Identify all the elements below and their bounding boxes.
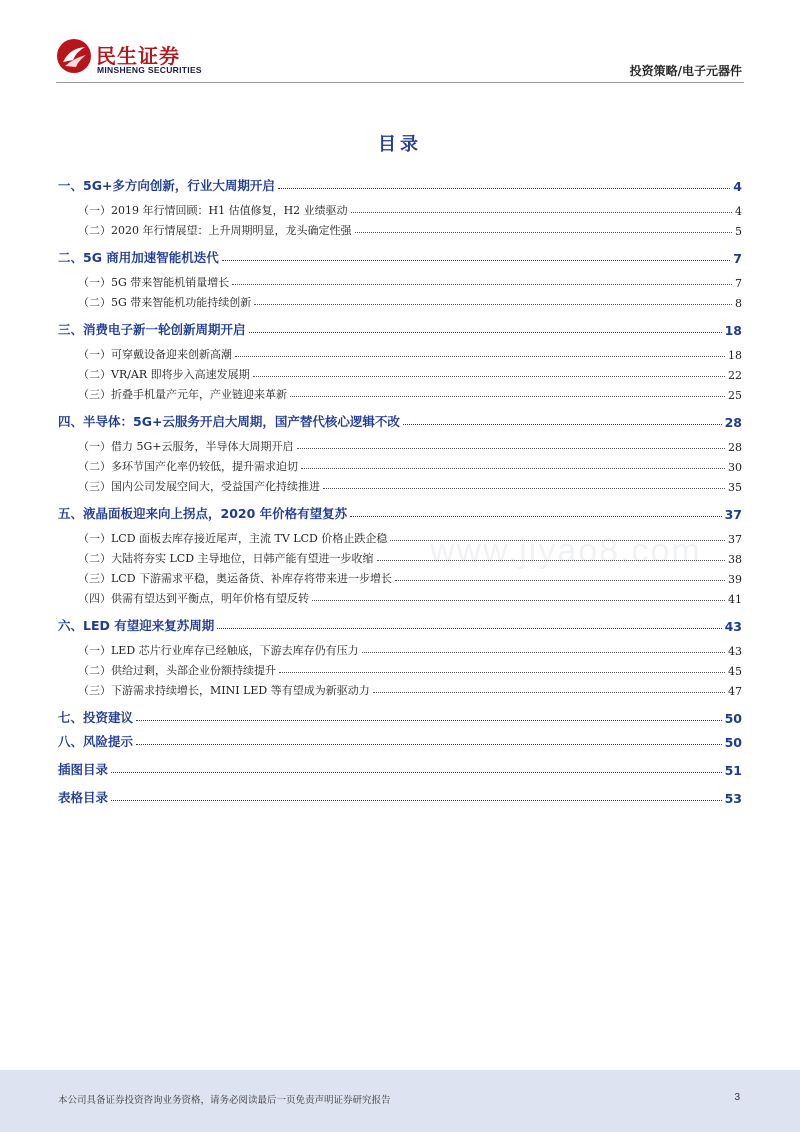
toc-section-entry[interactable] <box>58 474 742 494</box>
toc-entry-title: （一）借力 5G+云服务，半导体大周期开启 <box>78 440 294 453</box>
toc-page-number: 7 <box>733 251 742 266</box>
toc-entry-title: （一）2019 年行情回顾：H1 估值修复，H2 业绩驱动 <box>78 204 348 217</box>
toc-page-number: 53 <box>724 791 742 806</box>
toc-entry-title: （二）供给过剩，头部企业份额持续提升 <box>78 664 276 677</box>
toc-page-number: 5 <box>735 225 742 238</box>
toc-entry-title: 三、消费电子新一轮创新周期开启 <box>58 322 246 337</box>
toc-page-number: 8 <box>735 297 742 310</box>
toc-page-number: 39 <box>728 573 742 586</box>
toc-chapter-entry[interactable] <box>58 502 742 522</box>
toc-section-entry[interactable] <box>58 434 742 454</box>
toc-page-number: 28 <box>724 415 742 430</box>
toc-dot-leader <box>403 424 722 425</box>
toc-entry-title: （三）LCD 下游需求平稳，奥运备货、补库存将带来进一步增长 <box>78 572 393 585</box>
toc-entry-title: 七、投资建议 <box>58 710 134 725</box>
toc-dot-leader <box>232 284 732 285</box>
toc-dot-leader <box>351 212 732 213</box>
page-number: 3 <box>734 1092 740 1103</box>
toc-section-entry[interactable] <box>58 546 742 566</box>
disclaimer-note: 本公司具备证券投资咨询业务资格，请务必阅读最后一页免责声明证券研究报告 <box>58 1095 391 1106</box>
toc-section-entry[interactable] <box>58 218 742 238</box>
toc-chapter-entry[interactable] <box>58 614 742 634</box>
toc-entry-title: （三）折叠手机量产元年，产业链迎来革新 <box>78 388 287 401</box>
toc-entry-title: （一）5G 带来智能机销量增长 <box>78 276 230 289</box>
toc-entry-title: 五、液晶面板迎来向上拐点，2020 年价格有望复苏 <box>58 506 348 521</box>
toc-chapter-entry[interactable] <box>58 174 742 194</box>
toc-entry-title: （二）大陆将夯实 LCD 主导地位，日韩产能有望进一步收缩 <box>78 552 374 565</box>
toc-section-entry[interactable] <box>58 270 742 290</box>
toc-entry-title: 四、半导体：5G+云服务开启大周期，国产替代核心逻辑不改 <box>58 414 400 429</box>
toc-page-number: 30 <box>728 461 742 474</box>
toc-entry-title: （四）供需有望达到平衡点，明年价格有望反转 <box>78 592 309 605</box>
toc-entry-title: 插图目录 <box>58 762 109 777</box>
toc-dot-leader <box>235 356 725 357</box>
toc-dot-leader <box>373 692 725 693</box>
toc-chapter-entry[interactable] <box>58 410 742 430</box>
toc-page-number: 50 <box>724 711 742 726</box>
toc-dot-leader <box>350 516 721 517</box>
toc-section-entry[interactable] <box>58 198 742 218</box>
toc-dot-leader <box>323 488 725 489</box>
toc-page-number: 41 <box>728 593 742 606</box>
company-logo <box>56 38 216 82</box>
toc-entry-title: 一、5G+多方向创新，行业大周期开启 <box>58 178 275 193</box>
toc-entry-title: （二）VR/AR 即将步入高速发展期 <box>78 368 250 381</box>
toc-dot-leader <box>290 396 725 397</box>
toc-entry-title: （一）LCD 面板去库存接近尾声，主流 TV LCD 价格止跌企稳 <box>78 532 388 545</box>
toc-dot-leader <box>390 540 725 541</box>
toc-chapter-entry[interactable] <box>58 706 742 726</box>
toc-section-entry[interactable] <box>58 658 742 678</box>
toc-page-number: 38 <box>728 553 742 566</box>
toc-dot-leader <box>395 580 725 581</box>
toc-section-entry[interactable] <box>58 342 742 362</box>
toc-section-entry[interactable] <box>58 638 742 658</box>
toc-dot-leader <box>362 652 725 653</box>
logo-english-name: MINSHENG SECURITIES <box>97 65 202 75</box>
logo-chinese-name: 民生证券 <box>96 44 180 68</box>
toc-section-entry[interactable] <box>58 678 742 698</box>
toc-page-number: 47 <box>728 685 742 698</box>
toc-section-entry[interactable] <box>58 586 742 606</box>
toc-entry-title: 表格目录 <box>58 790 109 805</box>
toc-dot-leader <box>217 628 721 629</box>
toc-dot-leader <box>249 332 722 333</box>
toc-dot-leader <box>297 448 726 449</box>
toc-entry-title: （二）2020 年行情展望：上升周期明显，龙头确定性强 <box>78 224 352 237</box>
report-category: 投资策略/电子元器件 <box>629 64 742 78</box>
toc-entry-title: 六、LED 有望迎来复苏周期 <box>58 618 215 633</box>
toc-dot-leader <box>111 800 722 801</box>
page-header <box>0 0 800 84</box>
toc-chapter-entry[interactable] <box>58 246 742 266</box>
toc-chapter-entry[interactable] <box>58 758 742 778</box>
toc-page-number: 43 <box>728 645 742 658</box>
toc-page-number: 28 <box>728 441 742 454</box>
toc-page-number: 35 <box>728 481 742 494</box>
toc-dot-leader <box>136 744 722 745</box>
toc-page-number: 43 <box>724 619 742 634</box>
toc-chapter-entry[interactable] <box>58 318 742 338</box>
toc-section-entry[interactable] <box>58 566 742 586</box>
toc-dot-leader <box>355 232 733 233</box>
toc-dot-leader <box>111 772 722 773</box>
page-footer <box>0 1070 800 1132</box>
toc-section-entry[interactable] <box>58 526 742 546</box>
toc-entry-title: （三）下游需求持续增长，MINI LED 等有望成为新驱动力 <box>78 684 370 697</box>
toc-dot-leader <box>301 468 725 469</box>
toc-entry-title: （一）可穿戴设备迎来创新高潮 <box>78 348 232 361</box>
toc-page-number: 50 <box>724 735 742 750</box>
toc-dot-leader <box>222 260 730 261</box>
toc-page-number: 45 <box>728 665 742 678</box>
toc-page-number: 37 <box>728 533 742 546</box>
toc-entry-title: （三）国内公司发展空间大，受益国产化持续推进 <box>78 480 320 493</box>
toc-entry-title: （二）5G 带来智能机功能持续创新 <box>78 296 252 309</box>
toc-page-number: 37 <box>724 507 742 522</box>
toc-dot-leader <box>312 600 725 601</box>
toc-entry-title: 八、风险提示 <box>58 734 134 749</box>
toc-title: 目录 <box>378 134 422 155</box>
toc-chapter-entry[interactable] <box>58 730 742 750</box>
toc-section-entry[interactable] <box>58 362 742 382</box>
toc-dot-leader <box>377 560 725 561</box>
toc-section-entry[interactable] <box>58 382 742 402</box>
toc-section-entry[interactable] <box>58 454 742 474</box>
toc-dot-leader <box>136 720 722 721</box>
toc-entry-title: （一）LED 芯片行业库存已经触底，下游去库存仍有压力 <box>78 644 359 657</box>
toc-page-number: 4 <box>735 205 742 218</box>
toc-section-entry[interactable] <box>58 290 742 310</box>
header-divider <box>56 82 744 83</box>
watermark: www.jiyao8.com <box>430 532 702 570</box>
toc-dot-leader <box>253 376 725 377</box>
toc-entry-title: 二、5G 商用加速智能机迭代 <box>58 250 219 265</box>
toc-dot-leader <box>278 188 730 189</box>
toc-page-number: 7 <box>735 277 742 290</box>
logo-mark-icon <box>56 38 92 74</box>
toc-page-number: 4 <box>733 179 742 194</box>
toc-page-number: 25 <box>728 389 742 402</box>
toc-dot-leader <box>254 304 732 305</box>
toc-dot-leader <box>279 672 725 673</box>
toc-entry-title: （二）多环节国产化率仍较低，提升需求迫切 <box>78 460 298 473</box>
toc-page-number: 18 <box>724 323 742 338</box>
toc-page-number: 22 <box>728 369 742 382</box>
toc-chapter-entry[interactable] <box>58 786 742 806</box>
toc-page-number: 51 <box>724 763 742 778</box>
toc-page-number: 18 <box>728 349 742 362</box>
